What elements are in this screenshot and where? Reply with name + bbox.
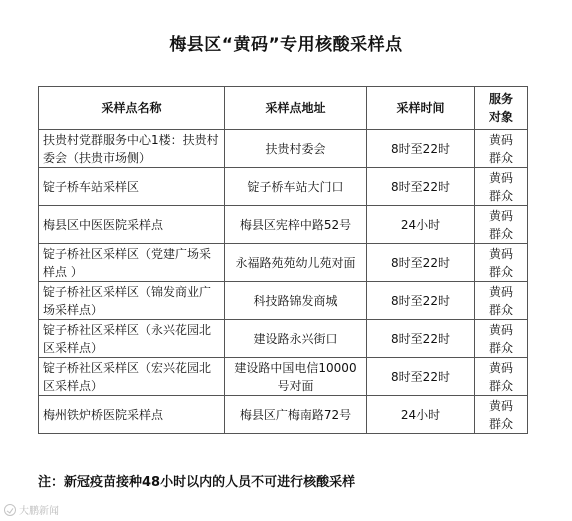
watermark	[4, 502, 59, 517]
table-row	[39, 168, 528, 206]
sampling-time: 24小时	[367, 396, 475, 434]
site-name: 锭子桥车站采样区	[39, 168, 225, 206]
service-target-label: 黄码群众	[488, 398, 513, 431]
checkmark-circle-icon	[4, 504, 16, 516]
service-target	[475, 358, 528, 396]
sampling-time: 8时至22时	[367, 244, 475, 282]
service-target	[475, 282, 528, 320]
table-row	[39, 244, 528, 282]
service-target	[475, 396, 528, 434]
table-row	[39, 206, 528, 244]
service-target-label: 黄码群众	[488, 246, 513, 279]
site-address: 梅县区宪梓中路52号	[225, 206, 367, 244]
table-row	[39, 358, 528, 396]
header-sampling-time: 采样时间	[367, 87, 475, 130]
sampling-time: 24小时	[367, 206, 475, 244]
footnote: 注：新冠疫苗接种48小时以内的人员不可进行核酸采样	[38, 475, 356, 490]
service-target	[475, 168, 528, 206]
service-target-label: 黄码群众	[488, 360, 513, 393]
table-row	[39, 282, 528, 320]
table-row	[39, 396, 528, 434]
sampling-time: 8时至22时	[367, 282, 475, 320]
table-row	[39, 320, 528, 358]
sampling-sites-table	[38, 86, 528, 434]
service-target	[475, 320, 528, 358]
table-row	[39, 130, 528, 168]
sampling-time: 8时至22时	[367, 168, 475, 206]
site-address: 永福路苑苑幼儿苑对面	[225, 244, 367, 282]
site-name: 梅县区中医医院采样点	[39, 206, 225, 244]
service-target-label: 黄码群众	[488, 132, 513, 165]
header-site-name: 采样点名称	[39, 87, 225, 130]
sampling-time: 8时至22时	[367, 358, 475, 396]
site-name: 锭子桥社区采样区（党建广场采样点 ）	[39, 244, 225, 282]
service-target	[475, 206, 528, 244]
service-target-label: 黄码群众	[488, 170, 513, 203]
service-target-label: 黄码群众	[488, 322, 513, 355]
site-address: 建设路中国电信10000号对面	[225, 358, 367, 396]
sampling-time: 8时至22时	[367, 320, 475, 358]
site-address: 建设路永兴街口	[225, 320, 367, 358]
site-address: 科技路锦发商城	[225, 282, 367, 320]
page-title: 梅县区“黄码”专用核酸采样点	[169, 35, 403, 55]
site-name: 锭子桥社区采样区（永兴花园北区采样点）	[39, 320, 225, 358]
service-target	[475, 130, 528, 168]
header-site-address: 采样点地址	[225, 87, 367, 130]
service-target-label: 黄码群众	[488, 208, 513, 241]
site-name: 梅州铁炉桥医院采样点	[39, 396, 225, 434]
header-service-target	[475, 87, 528, 130]
watermark-label: 大鹏新闻	[19, 506, 59, 517]
service-target-label: 黄码群众	[488, 284, 513, 317]
site-address: 梅县区广梅南路72号	[225, 396, 367, 434]
site-address: 锭子桥车站大门口	[225, 168, 367, 206]
site-name: 扶贵村党群服务中心1楼：扶贵村委会（扶贵市场侧）	[39, 130, 225, 168]
service-target	[475, 244, 528, 282]
site-name: 锭子桥社区采样区（锦发商业广场采样点）	[39, 282, 225, 320]
site-name: 锭子桥社区采样区（宏兴花园北区采样点）	[39, 358, 225, 396]
sampling-time: 8时至22时	[367, 130, 475, 168]
table-header-row	[39, 87, 528, 130]
site-address: 扶贵村委会	[225, 130, 367, 168]
header-service-target-label: 服务 对象	[488, 92, 513, 124]
